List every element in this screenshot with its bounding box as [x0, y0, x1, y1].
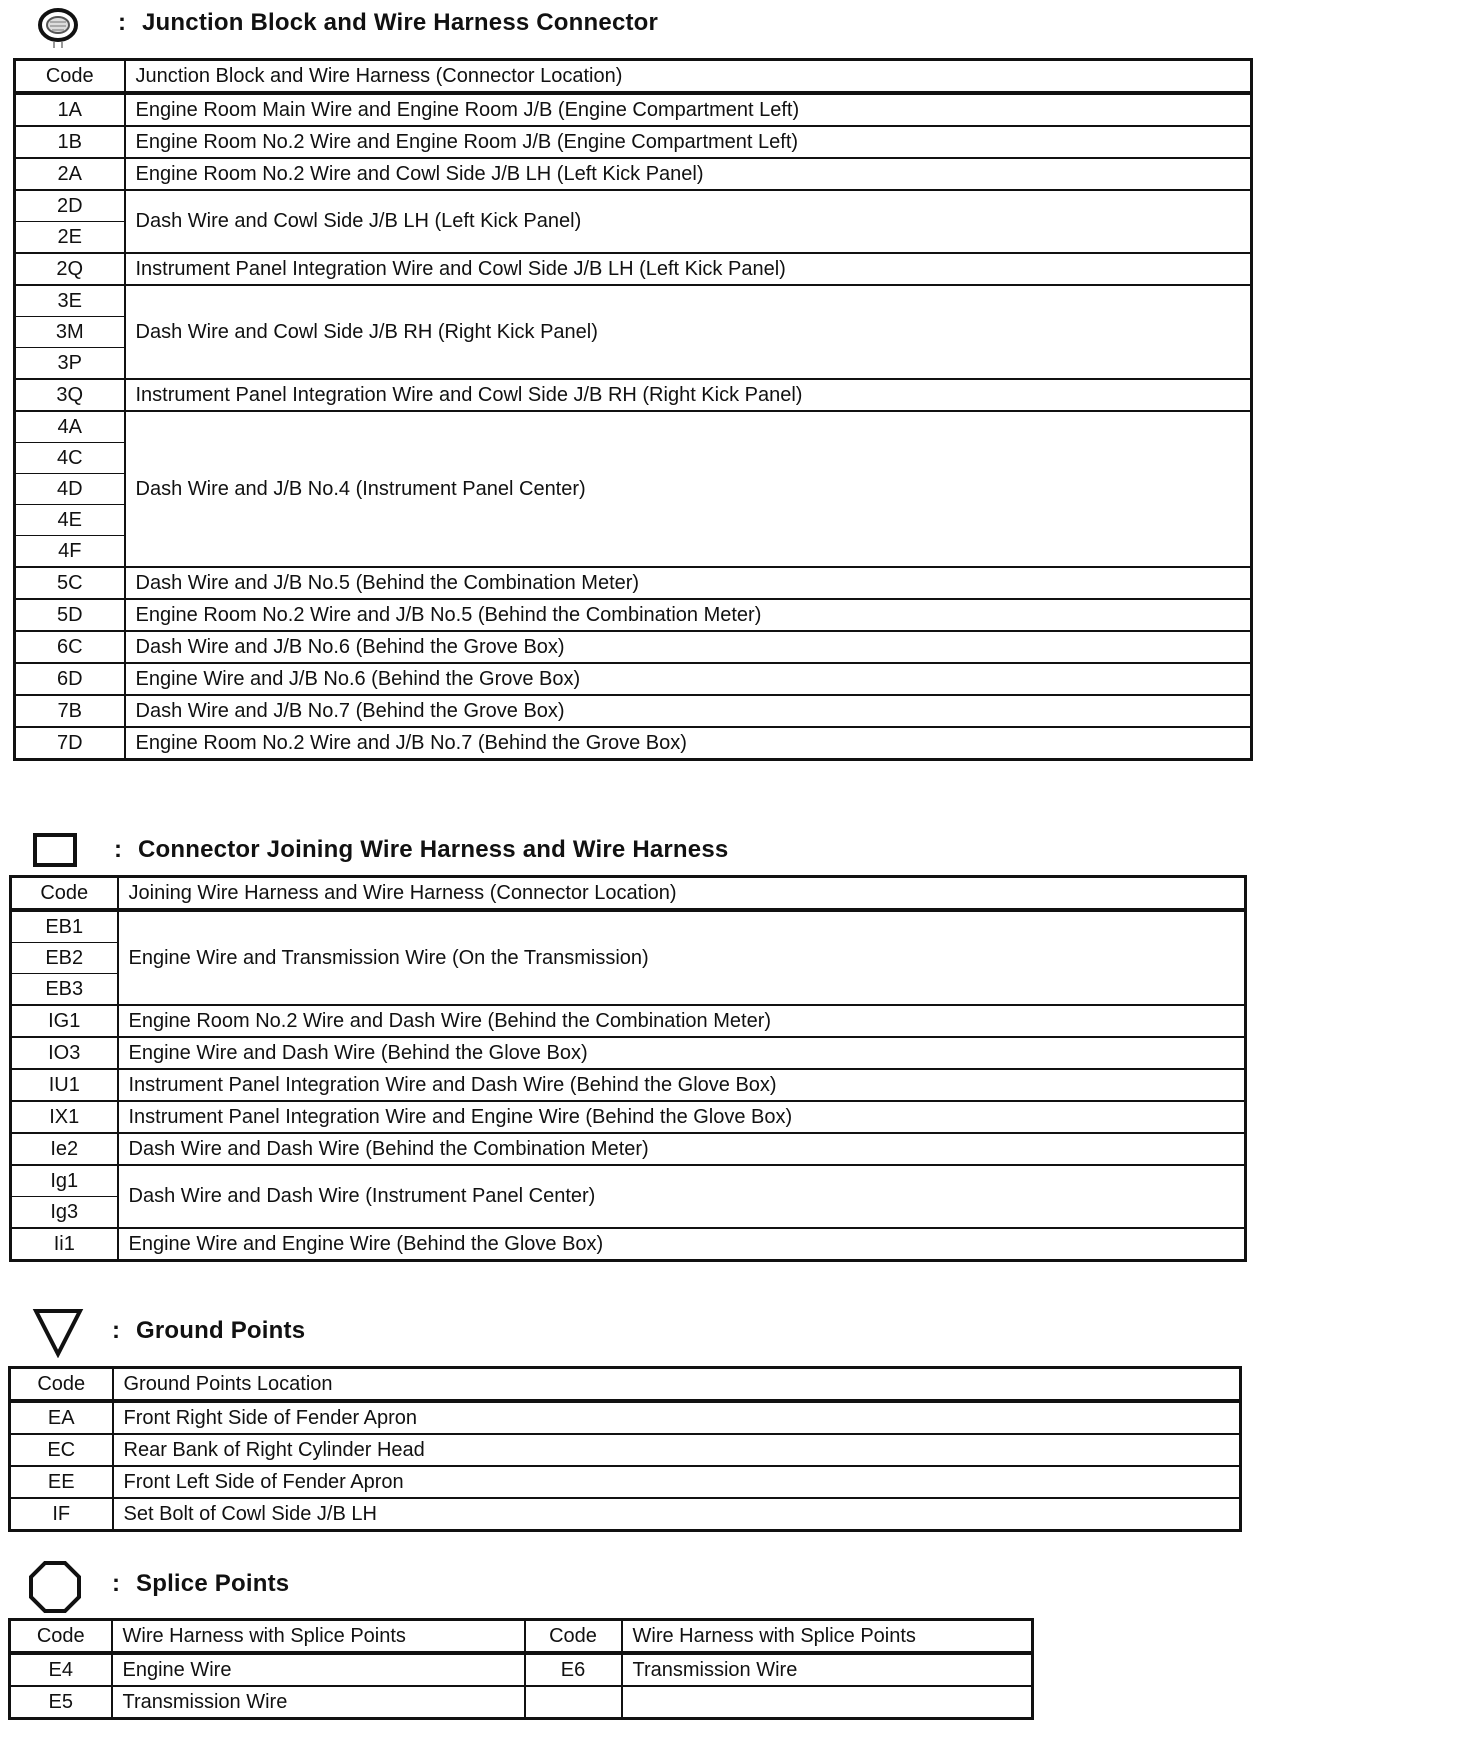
row-description: [622, 1686, 1033, 1719]
table-row: [15, 631, 1252, 663]
table-row: [11, 1133, 1246, 1165]
row-description: Front Left Side of Fender Apron: [113, 1466, 1241, 1498]
row-code: IG1: [11, 1005, 118, 1037]
row-description: Dash Wire and J/B No.7 (Behind the Grove Box): [125, 695, 1252, 727]
table-row: [11, 1037, 1246, 1069]
row-code: 2Q: [15, 253, 125, 285]
row-description: Engine Wire and J/B No.6 (Behind the Grove Box): [125, 663, 1252, 695]
table-row: [10, 1466, 1241, 1498]
row-code: EA: [10, 1401, 113, 1434]
table-header-row: [10, 1368, 1241, 1402]
row-code: IO3: [11, 1037, 118, 1069]
section-colon: :: [112, 1570, 120, 1597]
row-description: Engine Wire and Dash Wire (Behind the Glove Box): [118, 1037, 1246, 1069]
header-description: Joining Wire Harness and Wire Harness (Connector Location): [118, 877, 1246, 911]
row-code: 2A: [15, 158, 125, 190]
row-code: 2E: [15, 222, 125, 254]
table-row: [11, 1005, 1246, 1037]
table-row: [10, 1653, 1033, 1686]
row-code: 1A: [15, 93, 125, 126]
section-colon: :: [118, 9, 126, 36]
row-code: 4D: [15, 474, 125, 505]
row-description: Dash Wire and J/B No.5 (Behind the Combination Meter): [125, 567, 1252, 599]
connector-table: [9, 875, 1247, 1262]
table-row: [15, 126, 1252, 158]
row-description: Engine Room No.2 Wire and Engine Room J/B (Engine Compartment Left): [125, 126, 1252, 158]
row-description: Engine Room Main Wire and Engine Room J/B (Engine Compartment Left): [125, 93, 1252, 126]
row-code: 3E: [15, 285, 125, 317]
junction-table: [13, 58, 1253, 761]
table-row: [15, 93, 1252, 126]
row-description: Instrument Panel Integration Wire and Cowl Side J/B RH (Right Kick Panel): [125, 379, 1252, 411]
table-row: [11, 1069, 1246, 1101]
row-description: Engine Room No.2 Wire and J/B No.7 (Behind the Grove Box): [125, 727, 1252, 760]
row-code: 4E: [15, 505, 125, 536]
header-description: Ground Points Location: [113, 1368, 1241, 1402]
table-row: [15, 695, 1252, 727]
table-row: [15, 411, 1252, 443]
table-row: [15, 567, 1252, 599]
splice-octagon-icon: [28, 1560, 82, 1619]
row-code: Ie2: [11, 1133, 118, 1165]
connector-square-icon: [32, 832, 78, 873]
row-code: Ig3: [11, 1197, 118, 1229]
table-header-row: [10, 1620, 1033, 1654]
row-description: Engine Room No.2 Wire and J/B No.5 (Behind the Combination Meter): [125, 599, 1252, 631]
table-row: [15, 285, 1252, 317]
table-row: [15, 727, 1252, 760]
table-row: [15, 663, 1252, 695]
table-row: [10, 1401, 1241, 1434]
row-code: IF: [10, 1498, 113, 1531]
row-description: Dash Wire and Cowl Side J/B LH (Left Kick Panel): [125, 190, 1252, 253]
junction-section-title: Junction Block and Wire Harness Connector: [142, 9, 659, 36]
header-code: Code: [11, 877, 118, 911]
row-code: [525, 1686, 622, 1719]
row-code: 6D: [15, 663, 125, 695]
row-description: Engine Wire: [112, 1653, 525, 1686]
row-description: Instrument Panel Integration Wire and Dash Wire (Behind the Glove Box): [118, 1069, 1246, 1101]
row-description: Rear Bank of Right Cylinder Head: [113, 1434, 1241, 1466]
row-description: Instrument Panel Integration Wire and Cowl Side J/B LH (Left Kick Panel): [125, 253, 1252, 285]
table-header-row: [11, 877, 1246, 911]
row-code: E5: [10, 1686, 112, 1719]
row-code: 6C: [15, 631, 125, 663]
row-code: EB1: [11, 910, 118, 943]
header-code: Code: [10, 1620, 112, 1654]
row-code: 3Q: [15, 379, 125, 411]
row-description: Dash Wire and J/B No.4 (Instrument Panel Center): [125, 411, 1252, 567]
row-code: 4F: [15, 536, 125, 568]
table-row: [11, 1101, 1246, 1133]
row-code: 3P: [15, 348, 125, 380]
section-colon: :: [114, 836, 122, 863]
row-code: 7D: [15, 727, 125, 760]
row-code: IU1: [11, 1069, 118, 1101]
table-row: [11, 1228, 1246, 1261]
table-row: [11, 1165, 1246, 1197]
row-code: E6: [525, 1653, 622, 1686]
table-row: [15, 599, 1252, 631]
table-header-row: [15, 60, 1252, 94]
header-code: Code: [525, 1620, 622, 1654]
table-row: [15, 190, 1252, 222]
row-description: Transmission Wire: [622, 1653, 1033, 1686]
row-code: IX1: [11, 1101, 118, 1133]
row-code: Ii1: [11, 1228, 118, 1261]
row-code: 4C: [15, 443, 125, 474]
row-code: EE: [10, 1466, 113, 1498]
header-description: Wire Harness with Splice Points: [112, 1620, 525, 1654]
row-description: Engine Room No.2 Wire and Dash Wire (Behind the Combination Meter): [118, 1005, 1246, 1037]
table-row: [15, 379, 1252, 411]
row-description: Transmission Wire: [112, 1686, 525, 1719]
table-row: [11, 910, 1246, 943]
row-description: Dash Wire and J/B No.6 (Behind the Grove Box): [125, 631, 1252, 663]
row-code: Ig1: [11, 1165, 118, 1197]
row-code: E4: [10, 1653, 112, 1686]
row-description: Instrument Panel Integration Wire and Engine Wire (Behind the Glove Box): [118, 1101, 1246, 1133]
row-description: Engine Wire and Engine Wire (Behind the Glove Box): [118, 1228, 1246, 1261]
ground-triangle-icon: [32, 1306, 84, 1363]
table-row: [10, 1686, 1033, 1719]
header-code: Code: [10, 1368, 113, 1402]
junction-block-icon: [36, 4, 80, 55]
row-description: Front Right Side of Fender Apron: [113, 1401, 1241, 1434]
row-code: 4A: [15, 411, 125, 443]
row-code: 7B: [15, 695, 125, 727]
row-code: EC: [10, 1434, 113, 1466]
header-code: Code: [15, 60, 125, 94]
row-code: EB2: [11, 943, 118, 974]
splice-table: [8, 1618, 1034, 1720]
header-description: Junction Block and Wire Harness (Connector Location): [125, 60, 1252, 94]
row-description: Engine Room No.2 Wire and Cowl Side J/B LH (Left Kick Panel): [125, 158, 1252, 190]
row-code: 2D: [15, 190, 125, 222]
connector-section-title: Connector Joining Wire Harness and Wire Harness: [138, 836, 729, 863]
table-row: [10, 1498, 1241, 1531]
header-description: Wire Harness with Splice Points: [622, 1620, 1033, 1654]
table-row: [15, 158, 1252, 190]
row-code: EB3: [11, 974, 118, 1006]
row-description: Set Bolt of Cowl Side J/B LH: [113, 1498, 1241, 1531]
section-colon: :: [112, 1317, 120, 1344]
row-code: 1B: [15, 126, 125, 158]
row-code: 5C: [15, 567, 125, 599]
ground-table: [8, 1366, 1242, 1532]
table-row: [10, 1434, 1241, 1466]
splice-section-title: Splice Points: [136, 1570, 290, 1597]
row-code: 5D: [15, 599, 125, 631]
row-description: Dash Wire and Dash Wire (Behind the Combination Meter): [118, 1133, 1246, 1165]
row-code: 3M: [15, 317, 125, 348]
row-description: Dash Wire and Dash Wire (Instrument Panel Center): [118, 1165, 1246, 1228]
ground-section-title: Ground Points: [136, 1317, 306, 1344]
row-description: Engine Wire and Transmission Wire (On the Transmission): [118, 910, 1246, 1005]
table-row: [15, 253, 1252, 285]
row-description: Dash Wire and Cowl Side J/B RH (Right Kick Panel): [125, 285, 1252, 379]
